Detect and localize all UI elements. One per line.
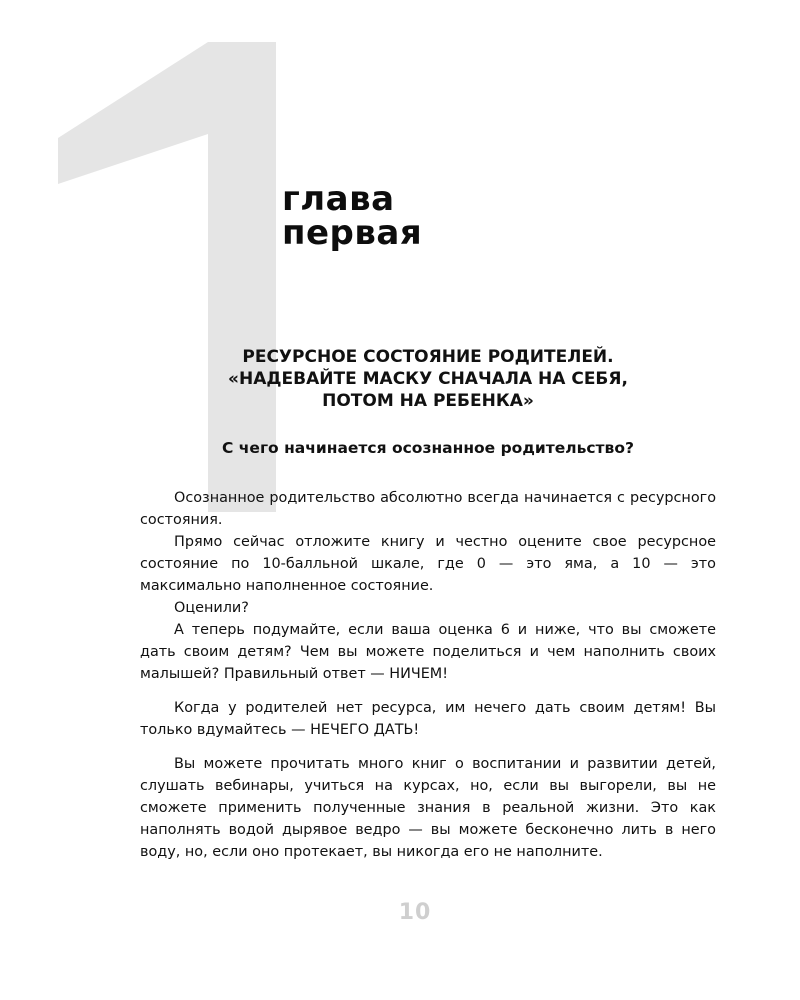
section-title-line-1: РЕСУРСНОЕ СОСТОЯНИЕ РОДИТЕЛЕЙ. [242,347,614,367]
paragraph: А теперь подумайте, если ваша оценка 6 и ниже, что вы сможете дать своим детям? Чем вы можете поделиться и чем наполнить своих малышей? Правильный ответ — НИЧЕМ! [140,622,716,682]
section-title [140,346,716,412]
paragraph: Осознанное родительство абсолютно всегда начинается с ресурсного состояния. [140,490,716,528]
page-number: 10 [398,900,432,925]
paragraph: Когда у родителей нет ресурса, им нечего дать своим детям! Вы только вдумайтесь — НЕЧЕГО ДАТЬ! [140,700,716,738]
paragraph: Оценили? [174,600,249,616]
section-title-line-2: «НАДЕВАЙТЕ МАСКУ СНАЧАЛА НА СЕБЯ, [228,369,628,389]
section-title-line-3: ПОТОМ НА РЕБЕНКА» [322,391,534,411]
paragraph: Вы можете прочитать много книг о воспитании и развитии детей, слушать вебинары, учиться на курсах, но, если вы выгорели, вы не сможете применить полученные знания в реальной жизни. Это как наполнять водой дырявое ведро — вы можете бесконечно лить в него воду, но, если оно протекает, вы никогда его не наполните. [140,756,716,860]
chapter-label-line-1: глава [282,179,395,219]
chapter-label-line-2: первая [282,213,423,253]
chapter-heading [282,179,423,253]
paragraph: Прямо сейчас отложите книгу и честно оцените свое ресурсное состояние по 10-балльной шкале, где 0 — это яма, а 10 — это максимально наполненное состояние. [140,534,716,594]
section-subtitle: С чего начинается осознанное родительство? [222,439,634,457]
body-text [140,487,716,863]
